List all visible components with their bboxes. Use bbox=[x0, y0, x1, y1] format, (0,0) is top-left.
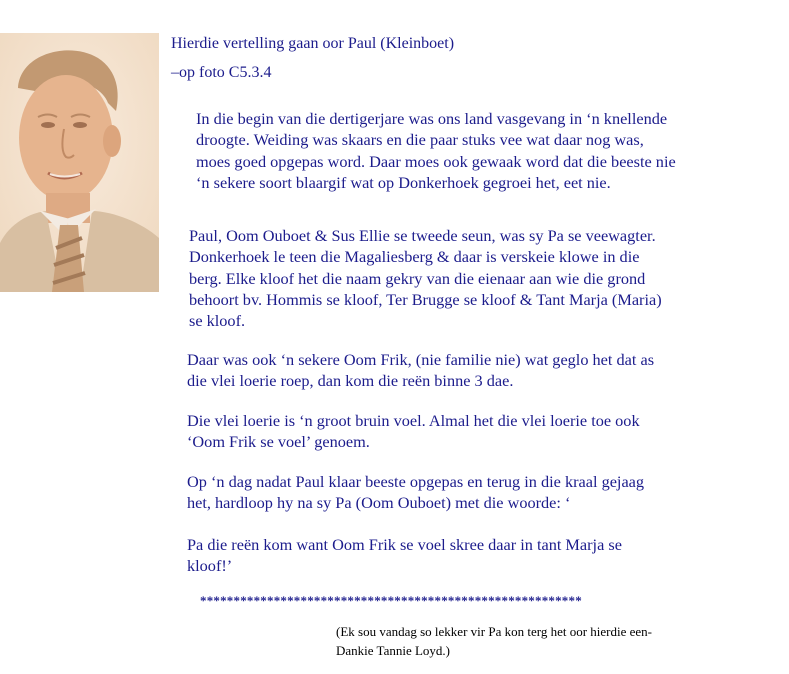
note-line: (Ek sou vandag so lekker vir Pa kon terg het oor hierdie een- bbox=[336, 624, 652, 639]
paragraph-line: Paul, Oom Ouboet & Sus Ellie se tweede seun, was sy Pa se veewagter. bbox=[189, 226, 656, 245]
portrait-image bbox=[0, 33, 159, 292]
paragraph-line: droogte. Weiding was skaars en die paar stuks vee wat daar nog was, bbox=[196, 130, 644, 149]
paragraph-line: ‘n sekere soort blaargif wat op Donkerhoek gegroei het, eet nie. bbox=[196, 173, 611, 192]
note-line: Dankie Tannie Loyd.) bbox=[336, 643, 451, 658]
paragraph-line: ‘Oom Frik se voel’ genoem. bbox=[187, 432, 370, 451]
paragraph-line: se kloof. bbox=[189, 311, 246, 330]
paragraph-line: Pa die reën kom want Oom Frik se voel skree daar in tant Marja se bbox=[187, 535, 622, 554]
paragraph-line: Op ‘n dag nadat Paul klaar beeste opgepas en terug in die kraal gejaag bbox=[187, 472, 645, 491]
paragraph-line: die vlei loerie roep, dan kom die reën binne 3 dae. bbox=[187, 371, 514, 390]
paragraph-line: Donkerhoek le teen die Magaliesberg & daar is verskeie klowe in die bbox=[189, 247, 640, 266]
paragraph-line: behoort bv. Hommis se kloof, Ter Brugge se kloof & Tant Marja (Maria) bbox=[189, 290, 662, 309]
paragraph-line: Die vlei loerie is ‘n groot bruin voel. Almal het die vlei loerie toe ook bbox=[187, 411, 640, 430]
separator-stars: ********************************************************* bbox=[200, 593, 582, 608]
paragraph-line: moes goed opgepas word. Daar moes ook gewaak word dat die beeste nie bbox=[196, 152, 676, 171]
intro-line-1: Hierdie vertelling gaan oor Paul (Kleinboet) bbox=[171, 35, 455, 52]
paragraph-line: kloof!’ bbox=[187, 556, 233, 575]
portrait-photo bbox=[0, 33, 159, 292]
paragraph-line: het, hardloop hy na sy Pa (Oom Ouboet) met die woorde: ‘ bbox=[187, 493, 571, 512]
paragraph-line: In die begin van die dertigerjare was ons land vasgevang in ‘n knellende bbox=[196, 109, 668, 128]
paragraph-line: berg. Elke kloof het die naam gekry van die eienaar aan wie die grond bbox=[189, 269, 646, 288]
intro-line-2: –op foto C5.3.4 bbox=[171, 64, 272, 81]
paragraph-line: Daar was ook ‘n sekere Oom Frik, (nie familie nie) wat geglo het dat as bbox=[187, 350, 655, 369]
